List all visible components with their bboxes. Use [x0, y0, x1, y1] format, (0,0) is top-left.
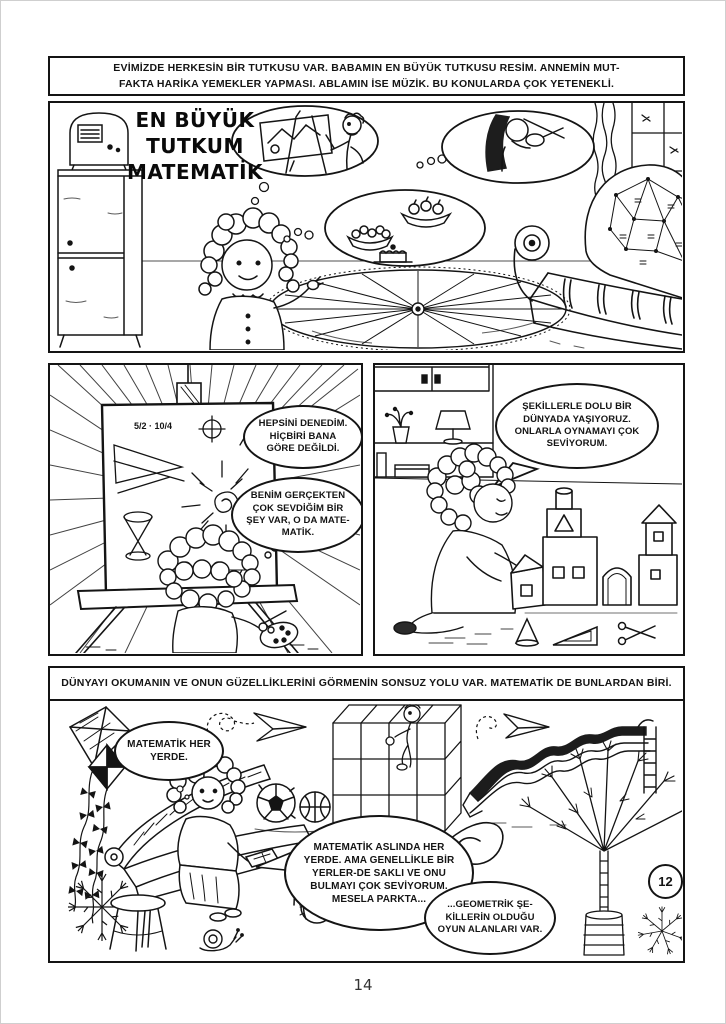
panel4-speech-bubble-2: MATEMATİK ASLINDA HER YERDE. AMA GENELLİKLE BİR YERLER-DE SAKLI VE ONU BULMAYI ÇOK SEVİYORUM. MESELA PARKTA... [284, 815, 474, 931]
panel-number-badge: 12 [648, 864, 683, 899]
page-number: 14 [353, 976, 373, 994]
caption-line-2: FAKTA HARİKA YEMEKLER YAPMASI. ABLAMIN İSE MÜZİK. BU KONULARDA ÇOK YETENEKLİ. [118, 78, 615, 90]
panel4-scene [50, 701, 683, 957]
title-line-2: TUTKUM [146, 134, 244, 158]
snail [200, 929, 243, 951]
title-line-1: EN BÜYÜK [135, 108, 255, 132]
thought-bubble-desserts [325, 190, 485, 266]
panel-1 [48, 101, 685, 353]
caption-line: DÜNYAYI OKUMANIN VE ONUN GÜZELLİKLERİNİ GÖRMENİN SONSUZ YOLU VAR. MATEMATİK DE BUNLARDAN BİRİ. [61, 677, 672, 690]
panel1-title [116, 107, 274, 185]
panel-2 [48, 363, 363, 656]
cabinet [58, 170, 142, 347]
building-blocks [511, 488, 677, 613]
panel1-scene [50, 103, 683, 350]
panel4-speech-bubble-1: MATEMATİK HER YERDE. [114, 721, 224, 781]
dandelion-small [637, 907, 682, 955]
panel4-caption [50, 668, 683, 701]
panel2-speech-bubble-1: HEPSİNİ DENEDİM. HİÇBİRİ BANA GÖRE DEĞİLDİ. [243, 405, 361, 469]
paper-plane-2 [476, 714, 549, 739]
panel-4 [48, 666, 685, 963]
bench-girl [105, 751, 314, 947]
panel2-speech-bubble-2: BENİM GERÇEKTEN ÇOK SEVDİĞİM BİR ŞEY VAR, O DA MATE-MATİK. [231, 477, 361, 553]
caption-line-1: EVİMİZDE HERKESİN BİR TUTKUSU VAR. BABAMIN EN BÜYÜK TUTKUSU RESİM. ANNEMİN MUT- [113, 61, 620, 74]
panel4-speech-bubble-3: ...GEOMETRİK ŞE-KİLLERİN OLDUĞU OYUN ALANLARI VAR. [424, 881, 556, 955]
panel3-scene [375, 365, 683, 653]
panel-3 [373, 363, 685, 656]
rug [266, 267, 570, 350]
title-line-3: MATEMATİK [126, 160, 264, 184]
paper-plane-1 [207, 713, 306, 741]
slide [463, 720, 656, 827]
panel3-speech-bubble: ŞEKİLLERLE DOLU BİR DÜNYADA YAŞIYORUZ. ONLARLA OYNAMAYI ÇOK SEVİYORUM. [495, 383, 659, 469]
panel2-scene [50, 365, 361, 653]
panel1-caption [48, 56, 685, 96]
thought-bubble-violin [442, 111, 594, 183]
floor-toys [516, 619, 655, 646]
canvas-fraction-text: 5/2 · 10/4 [134, 421, 173, 431]
